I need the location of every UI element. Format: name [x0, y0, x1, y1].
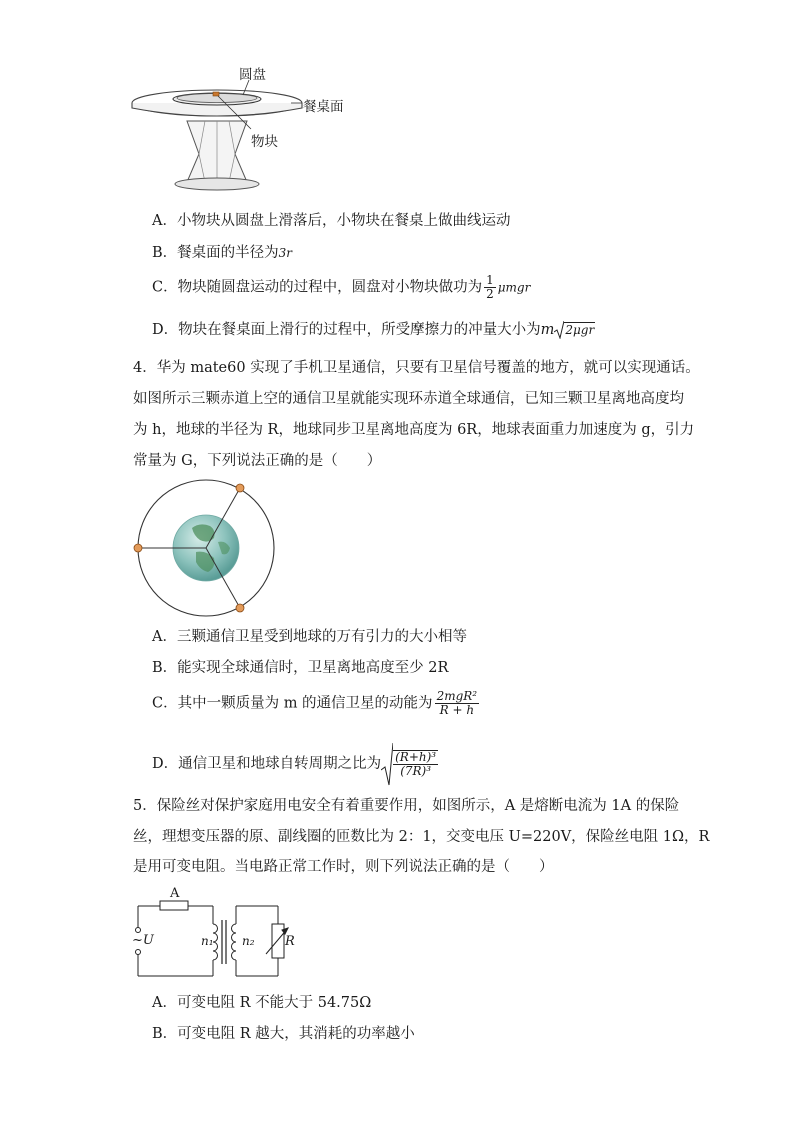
- circuit-label-n2: n₂: [242, 934, 255, 948]
- q4-stem-line-4: 常量为 G，下列说法正确的是（ ）: [133, 453, 382, 469]
- sqrt-symbol-icon: [381, 742, 393, 786]
- q4-option-c-fraction: [435, 690, 480, 717]
- satellite-icon: [134, 544, 142, 552]
- satellite-icon: [236, 484, 244, 492]
- circuit-figure: [128, 886, 298, 981]
- q4-option-a: A．三颗通信卫星受到地球的万有引力的大小相等: [152, 629, 467, 645]
- q4-option-d-text: D．通信卫星和地球自转周期之比为: [152, 756, 382, 772]
- q4-stem-line-2: 如图所示三颗赤道上空的通信卫星就能实现环赤道全球通信，已知三颗卫星离地高度均: [133, 391, 684, 407]
- q4-option-c: [152, 690, 481, 717]
- satellite-figure: [130, 478, 280, 618]
- sqrt-symbol-icon: [554, 320, 564, 340]
- fraction-numerator: (R+h)³: [395, 750, 437, 764]
- satellite-icon: [236, 604, 244, 612]
- q5-stem-line-3: 是用可变电阻。当电路正常工作时，则下列说法正确的是（ ）: [133, 859, 554, 875]
- fraction-denominator: (7R)³: [400, 764, 432, 778]
- earth-orbit-diagram: [130, 478, 280, 618]
- q4-stem-line-1: 4．华为 mate60 实现了手机卫星通信，只要有卫星信号覆盖的地方，就可以实现通话。: [133, 360, 700, 376]
- q4-option-d: [152, 742, 440, 786]
- block-icon: [213, 92, 219, 96]
- label-block: 物块: [251, 134, 278, 150]
- q3-option-d-text: D．物块在餐桌面上滑行的过程中，所受摩擦力的冲量大小为: [152, 322, 541, 338]
- q5-option-b: B．可变电阻 R 越大，其消耗的功率越小: [152, 1026, 415, 1042]
- q3-option-c-math: μmgr: [497, 280, 531, 295]
- circuit-label-n1: n₁: [201, 934, 214, 948]
- label-table-top: 餐桌面: [303, 99, 344, 115]
- q3-option-c: [152, 274, 530, 301]
- primary-coil-icon: [213, 924, 218, 960]
- q3-option-b-text: B．餐桌面的半径为: [152, 245, 279, 261]
- q5-stem-line-1: 5．保险丝对保护家庭用电安全有着重要作用，如图所示，A 是熔断电流为 1A 的保险: [133, 798, 680, 814]
- circuit-label-resistor: R: [285, 934, 295, 949]
- q3-option-d: [152, 320, 595, 340]
- q3-option-b: [152, 243, 292, 263]
- circuit-label-voltage: ~U: [132, 933, 154, 948]
- q5-stem-line-2: 丝，理想变压器的原、副线圈的匝数比为 2：1，交变电压 U=220V，保险丝电阻 1Ω，R: [133, 829, 710, 845]
- fraction-denominator: R + h: [439, 703, 475, 717]
- q3-option-b-math: 3r: [278, 246, 293, 260]
- table-figure: [125, 58, 365, 198]
- fraction-denominator: 2: [486, 287, 494, 301]
- label-disk: 圆盘: [239, 67, 266, 83]
- circuit-label-fuse: A: [170, 886, 180, 901]
- q4-option-b: B．能实现全球通信时，卫星离地高度至少 2R: [152, 660, 449, 676]
- q3-option-c-text: C．物块随圆盘运动的过程中，圆盘对小物块做功为: [152, 279, 483, 296]
- q4-stem-line-3: 为 h，地球的半径为 R，地球同步卫星离地高度为 6R，地球表面重力加速度为 g，引力: [133, 422, 695, 438]
- q3-option-c-fraction: [484, 274, 496, 301]
- fuse-icon: [160, 901, 188, 910]
- variable-resistor-icon: [272, 924, 284, 958]
- q4-option-c-text: C．其中一颗质量为 m 的通信卫星的动能为: [152, 695, 433, 712]
- q3-option-d-radicand: 2μgr: [565, 323, 595, 337]
- q5-option-a: A．可变电阻 R 不能大于 54.75Ω: [152, 995, 372, 1011]
- fraction-numerator: 2mgR²: [436, 689, 478, 703]
- secondary-coil-icon: [232, 924, 237, 960]
- q3-option-d-mass: m: [540, 322, 555, 338]
- fraction-numerator: 1: [486, 273, 494, 287]
- q4-option-d-fraction: [393, 750, 438, 778]
- q3-option-a: A．小物块从圆盘上滑落后，小物块在餐桌上做曲线运动: [152, 213, 511, 229]
